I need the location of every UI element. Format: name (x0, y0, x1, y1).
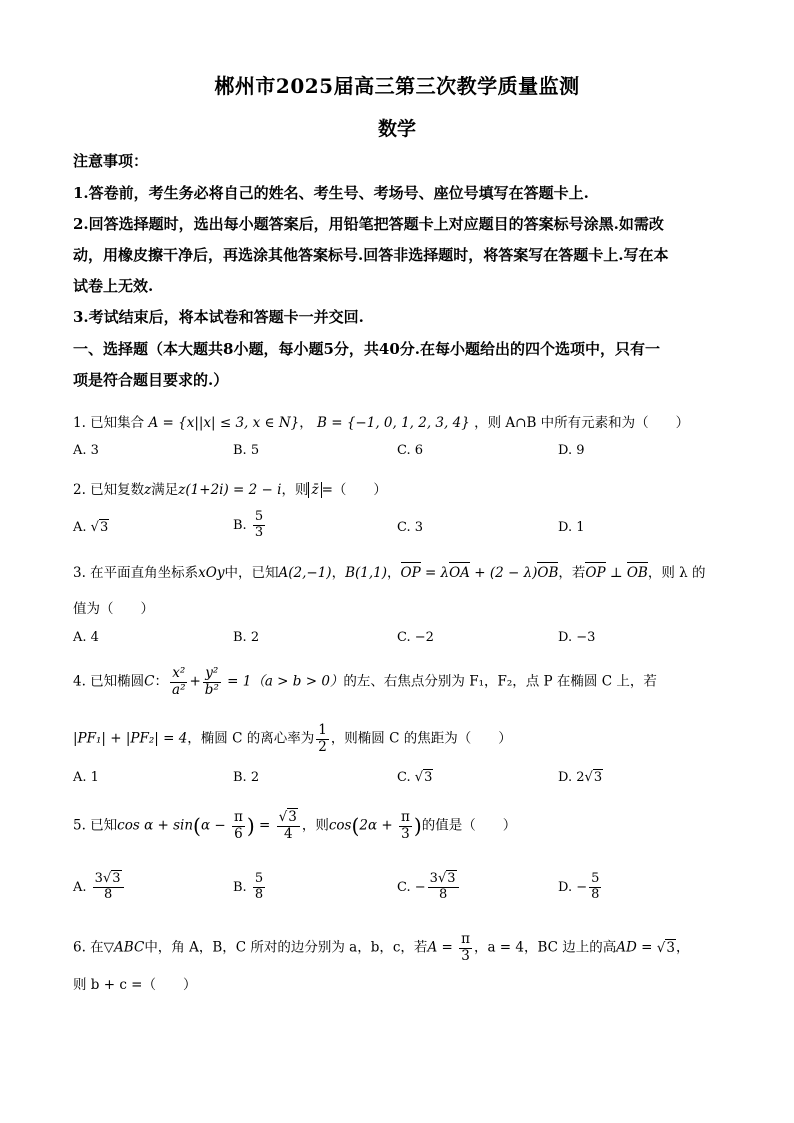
q2-option-c: C. 3 (397, 520, 424, 535)
q2-option-d: D. 1 (558, 520, 585, 535)
q1-option-a: A. 3 (73, 443, 99, 458)
q5-option-a: A. $\frac{3√3}{8}$ (73, 872, 126, 903)
subject-title: 数学 (377, 118, 416, 140)
question-1: 1. 已知集合 A = {x||x| ≤ 3, x ∈ N}， B = {−1, 0, 1, 2, 3, 4} ，则 A∩B 中所有元素和为（ ） (73, 415, 690, 431)
sqrt-symbol: √3 (584, 770, 603, 785)
vector-op: OP (400, 565, 421, 581)
q5-option-c: C. − $\frac{3√3}{8}$ (397, 872, 461, 903)
notice-item-2-end: 试卷上无效. (73, 277, 154, 295)
q1-suffix: ，则 A∩B 中所有元素和为（ ） (474, 415, 690, 431)
notice-item-2-cont: 动，用橡皮擦干净后，再选涂其他答案标号.回答非选择题时，将答案写在答题卡上.写在本 (73, 246, 669, 264)
q4-option-b: B. 2 (233, 770, 260, 785)
q2-var: z (144, 482, 152, 498)
section-heading-line1: 一、选择题（本大题共8小题，每小题5分，共40分.在每小题给出的四个选项中，只有一 (73, 340, 660, 358)
q2-equation: z(1+2i) = 2 − i (178, 482, 282, 498)
q1-set-a: A = {x||x| ≤ 3, x ∈ N} (148, 415, 300, 431)
q3-option-b: B. 2 (233, 630, 260, 645)
section-heading-line2: 项是符合题目要求的.） (73, 371, 229, 389)
q2-option-a: A. √3 (73, 520, 109, 535)
vector-ob: OB (537, 565, 559, 581)
notice-item-3: 3.考试结束后，将本试卷和答题卡一并交回. (73, 308, 364, 326)
question-6: 6. 在▽ABC中，角 A，B，C 所对的边分别为 a，b，c，若A = $\frac{\pi}{3}$ ，a = 4，BC 边上的高AD = √3， (73, 931, 690, 964)
exam-title: 郴州市2025届高三第三次教学质量监测 (214, 74, 580, 98)
q4-option-d: D. 2√3 (558, 770, 603, 785)
q1-option-b: B. 5 (233, 443, 260, 458)
question-5: 5. 已知cos α + sin(α − $\frac{\pi}{6}$ ) = $\frac{√3}{4}$ ，则cos(2α + $\frac{\pi}{3}$ )的值是（ ） (73, 809, 517, 842)
q3-option-d: D. −3 (558, 630, 596, 645)
q4-option-a: A. 1 (73, 770, 99, 785)
q3-option-a: A. 4 (73, 630, 99, 645)
q4-option-c: C. √3 (397, 770, 433, 785)
sqrt-symbol: √3 (90, 520, 109, 535)
question-3-line2: 值为（ ） (73, 601, 154, 617)
notice-item-2: 2.回答选择题时，选出每小题答案后，用铅笔把答题卡上对应题目的答案标号涂黑.如需改 (73, 215, 664, 233)
q2-mid: 满足 (151, 482, 179, 498)
q2-prefix: 2. 已知复数 (73, 482, 145, 498)
question-4: 4. 已知椭圆C： $\frac{\text{x²}}{\text{a²}}$ + $\frac{\text{y²}}{\text{b²}}$ = 1（a > b > 0）的左、右焦点分别为 F₁，F₂，点 P 在椭圆 C 上，若 (73, 665, 657, 698)
q2-abs-conj: z̄ (308, 482, 321, 498)
q1-set-b: B = {−1, 0, 1, 2, 3, 4} (317, 415, 470, 431)
q1-option-c: C. 6 (397, 443, 424, 458)
q5-option-d: D. − $\frac{5}{8}$ (558, 871, 600, 902)
sqrt-symbol: √3 (414, 770, 433, 785)
question-6-line2: 则 b + c =（ ） (73, 977, 197, 993)
q2-suffix: ，则 (281, 482, 309, 498)
question-4-line2: |PF₁| + |PF₂| = 4，椭圆 C 的离心率为 $\frac{1}{2}$ ，则椭圆 C 的焦距为（ ） (73, 722, 512, 755)
notice-heading: 注意事项： (73, 152, 149, 170)
q3-option-c: C. −2 (397, 630, 434, 645)
q2-end: =（ ） (321, 482, 387, 498)
q5-option-b: B. $\frac{5}{8}$ (233, 871, 264, 902)
q1-prefix: 1. 已知集合 (73, 415, 145, 431)
notice-item-1: 1.答卷前，考生务必将自己的姓名、考生号、考场号、座位号填写在答题卡上. (73, 184, 589, 202)
vector-oa: OA (449, 565, 470, 581)
question-2 (73, 478, 387, 498)
question-3: 3. 在平面直角坐标系xOy中，已知A(2,−1)，B(1,1)，OP = λOA + (2 − λ)OB，若OP ⊥ OB，则 λ 的 (73, 565, 706, 581)
q2-option-b: B. $\frac{5}{3}$ (233, 509, 264, 540)
q1-option-d: D. 9 (558, 443, 585, 458)
